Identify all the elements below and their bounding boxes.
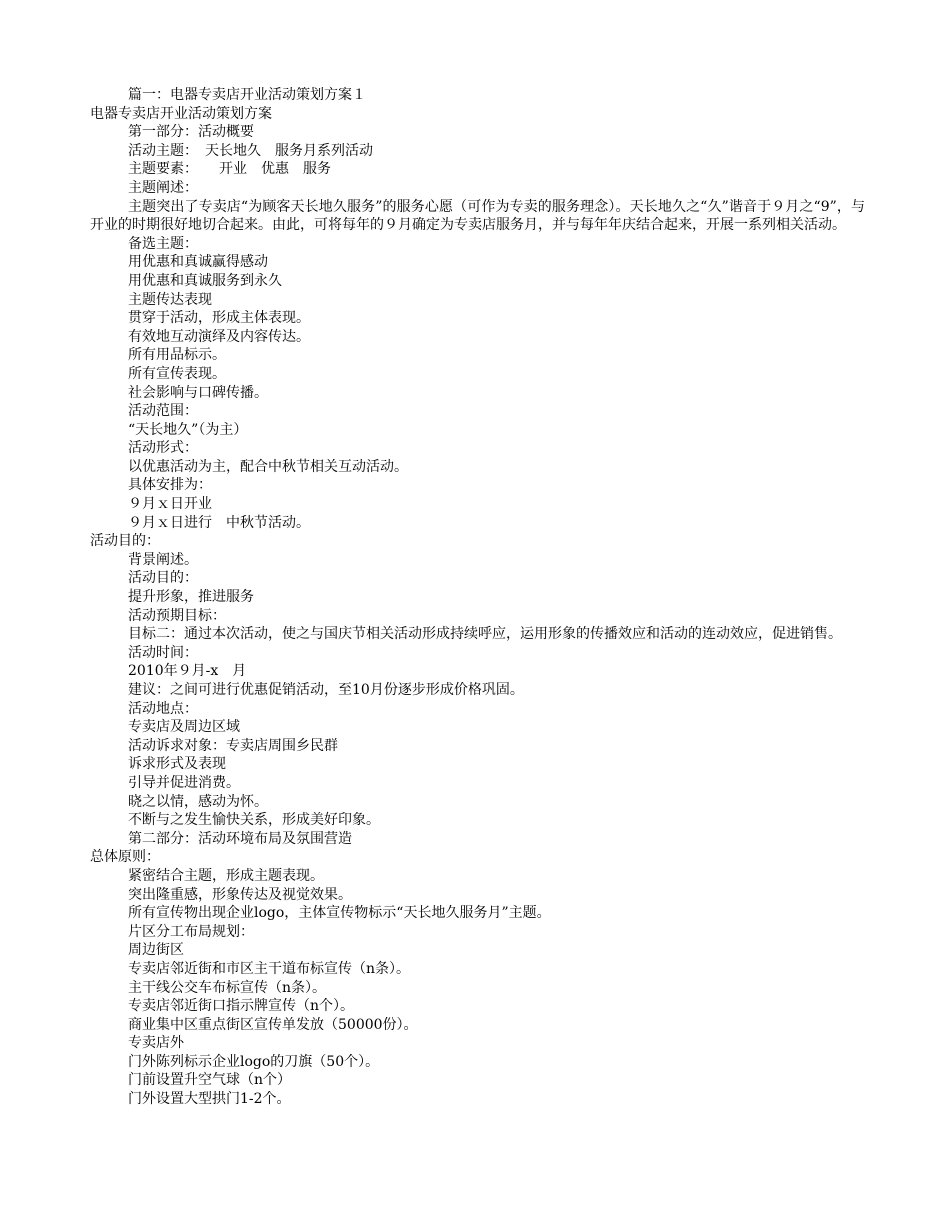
text-line: 具体安排为： <box>128 477 212 494</box>
text-line: 总体原则： <box>90 849 160 866</box>
text-line: 活动目的： <box>128 570 198 587</box>
text-line: 篇一：电器专卖店开业活动策划方案１ <box>128 87 366 103</box>
text-line: 贯穿于活动，形成主体表现。 <box>128 310 310 327</box>
text-line: 活动主题： 天长地久 服务月系列活动 <box>128 142 373 159</box>
text-line: 第二部分：活动环境布局及氛围营造 <box>128 830 352 847</box>
text-line: 不断与之发生愉快关系，形成美好印象。 <box>128 812 380 829</box>
text-line: 活动目的： <box>90 533 160 550</box>
text-line: 诉求形式及表现 <box>128 756 226 773</box>
text-line: 所有宣传物出现企业logo，主体宣传物标示“天长地久服务月”主题。 <box>128 905 551 922</box>
text-line: 专卖店邻近街口指示牌宣传（n个）。 <box>128 998 355 1015</box>
text-line: 背景阐述。 <box>128 551 198 568</box>
text-line: 提升形象，推进服务 <box>128 589 254 606</box>
text-line: 第一部分：活动概要 <box>128 124 254 141</box>
text-line: 活动地点： <box>128 700 198 717</box>
text-line: ９月ｘ日进行 中秋节活动。 <box>128 514 310 531</box>
text-line: 备选主题： <box>128 235 198 252</box>
text-line: 用优惠和真诚服务到永久 <box>128 272 282 289</box>
text-line: 所有用品标示。 <box>128 347 226 364</box>
text-line: 专卖店及周边区域 <box>128 719 240 736</box>
text-line: 门外陈列标示企业logo的刀旗（50个）。 <box>128 1053 380 1070</box>
body-paragraph: 主题突出了专卖店“为顾客天长地久服务”的服务心愿（可作为专卖的服务理念）。天长地久之“久”谐音于９月之“9”，与开业的时期很好地切合起来。由此，可将每年的９月确定为专卖店服务月，并与每年年庆结合起来，开展一系列相关活动。 <box>90 198 865 234</box>
text-line: 商业集中区重点街区宣传单发放（50000份）。 <box>128 1016 418 1033</box>
text-line: 门外设置大型拱门1-2个。 <box>128 1091 291 1108</box>
text-line: 片区分工布局规划： <box>128 923 254 940</box>
text-line: “天长地久”（为主） <box>128 421 248 438</box>
text-line: 专卖店外 <box>128 1035 184 1052</box>
text-line: 活动范围： <box>128 403 198 420</box>
text-line: ９月ｘ日开业 <box>128 496 212 513</box>
text-line: 引导并促进消费。 <box>128 774 240 791</box>
text-line: 有效地互动演绎及内容传达。 <box>128 328 310 345</box>
text-line: 2010年９月-x 月 <box>128 663 247 680</box>
text-line: 建议：之间可进行优惠促销活动，至10月份逐步形成价格巩固。 <box>128 682 524 698</box>
text-line: 社会影响与口碑传播。 <box>128 384 268 401</box>
text-line: 紧密结合主题，形成主题表现。 <box>128 867 324 884</box>
text-line: 电器专卖店开业活动策划方案 <box>90 105 272 122</box>
text-line: 主干线公交车布标宣传（n条）。 <box>128 979 327 996</box>
text-line: 活动形式： <box>128 440 198 457</box>
text-line: 专卖店邻近街和市区主干道布标宣传（n条）。 <box>128 960 411 977</box>
text-line: 活动预期目标： <box>128 607 226 624</box>
text-line: 主题阐述： <box>128 179 198 196</box>
text-line: 周边街区 <box>128 942 184 959</box>
body-paragraph: 目标二：通过本次活动，使之与国庆节相关活动形成持续呼应，运用形象的传播效应和活动的连动效应，促进销售。 <box>128 626 842 643</box>
text-line: 主题要素： 开业 优惠 服务 <box>128 161 331 178</box>
text-line: 晓之以情，感动为怀。 <box>128 793 268 810</box>
text-line: 以优惠活动为主，配合中秋节相关互动活动。 <box>128 458 408 475</box>
text-line: 突出隆重感，形象传达及视觉效果。 <box>128 886 352 903</box>
text-line: 活动诉求对象：专卖店周围乡民群 <box>128 737 338 754</box>
text-line: 活动时间： <box>128 644 198 661</box>
text-line: 用优惠和真诚赢得感动 <box>128 254 268 271</box>
document-body <box>90 86 865 1109</box>
text-line: 所有宣传表现。 <box>128 365 226 382</box>
text-line: 主题传达表现 <box>128 291 212 308</box>
text-line: 门前设置升空气球（n个） <box>128 1072 292 1089</box>
